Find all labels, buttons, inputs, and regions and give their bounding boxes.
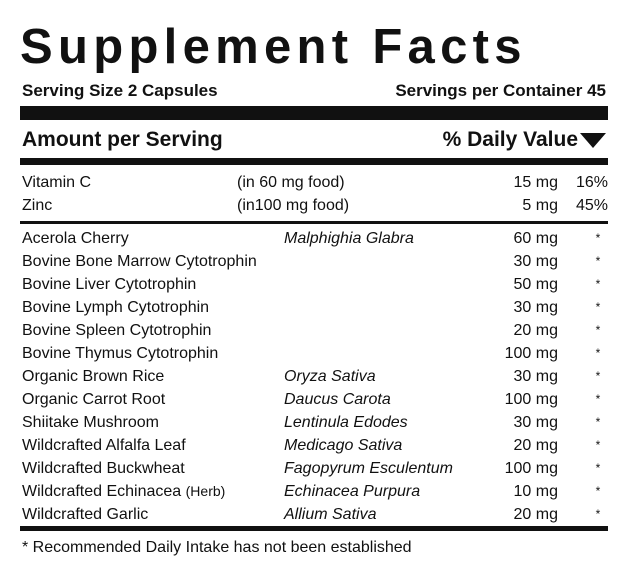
ingredient-daily-value: * xyxy=(595,346,601,360)
servings-per-container: Servings per Container 45 xyxy=(395,81,606,100)
ingredient-row xyxy=(22,388,608,411)
ingredient-row xyxy=(22,250,608,273)
ingredient-daily-value: * xyxy=(595,323,601,337)
ingredient-daily-value: * xyxy=(595,415,601,429)
thick-divider xyxy=(20,106,608,120)
ingredient-row xyxy=(22,319,608,342)
section-divider xyxy=(20,221,608,224)
ingredient-amount: 100 mg xyxy=(504,460,558,477)
bottom-divider xyxy=(20,526,608,531)
amount-per-serving-heading: Amount per Serving xyxy=(22,128,223,151)
ingredient-name-cell xyxy=(22,319,211,342)
ingredient-name: Bovine Liver Cytotrophin xyxy=(22,276,197,293)
ingredient-amount: 10 mg xyxy=(513,483,558,500)
footnote: * Recommended Daily Intake has not been established xyxy=(22,539,412,556)
ingredient-name-cell xyxy=(22,480,225,503)
ingredient-daily-value: * xyxy=(595,461,601,475)
ingredient-scientific-name: Echinacea Purpura xyxy=(284,483,421,500)
ingredient-row xyxy=(22,342,608,365)
serving-info xyxy=(22,81,606,101)
ingredient-name: Wildcrafted Buckwheat xyxy=(22,460,185,477)
ingredient-amount: 30 mg xyxy=(513,253,558,270)
ingredient-name-cell xyxy=(22,342,218,365)
ingredient-daily-value: * xyxy=(595,392,601,406)
ingredient-name: Shiitake Mushroom xyxy=(22,414,159,431)
ingredient-name-cell xyxy=(22,388,165,411)
serving-size: Serving Size 2 Capsules xyxy=(22,81,218,100)
ingredient-name: Bovine Bone Marrow Cytotrophin xyxy=(22,253,257,270)
ingredient-row xyxy=(22,480,608,503)
ingredient-scientific-name: Malphighia Glabra xyxy=(284,230,414,247)
ingredient-amount: 20 mg xyxy=(513,506,558,523)
ingredient-daily-value: * xyxy=(595,231,601,245)
ingredient-name: Bovine Thymus Cytotrophin xyxy=(22,345,219,362)
nutrient-name: Vitamin C xyxy=(22,174,92,191)
nutrient-name: Zinc xyxy=(22,197,53,214)
ingredient-name: Bovine Lymph Cytotrophin xyxy=(22,299,210,316)
ingredient-name-cell xyxy=(22,457,185,480)
ingredient-daily-value: * xyxy=(595,300,601,314)
ingredient-scientific-name: Allium Sativa xyxy=(284,506,377,523)
ingredient-daily-value: * xyxy=(595,484,601,498)
label-title: Supplement Facts xyxy=(20,20,527,74)
ingredient-name: Organic Carrot Root xyxy=(22,391,166,408)
ingredient-amount: 100 mg xyxy=(504,345,558,362)
header-divider xyxy=(20,158,608,165)
ingredient-name-cell xyxy=(22,227,129,250)
ingredient-row xyxy=(22,227,608,250)
ingredient-name: Organic Brown Rice xyxy=(22,368,165,385)
daily-value-heading xyxy=(443,128,606,152)
ingredient-amount: 100 mg xyxy=(504,391,558,408)
ingredient-name: Wildcrafted Alfalfa Leaf xyxy=(22,437,186,454)
ingredient-name: Acerola Cherry xyxy=(22,230,129,247)
vitamin-row xyxy=(22,171,608,194)
ingredient-name-cell xyxy=(22,411,159,434)
triangle-down-icon xyxy=(580,133,606,148)
ingredient-amount: 30 mg xyxy=(513,368,558,385)
nutrient-amount: 15 mg xyxy=(513,174,558,191)
ingredient-row xyxy=(22,411,608,434)
ingredient-name: Wildcrafted Garlic xyxy=(22,506,149,523)
ingredient-daily-value: * xyxy=(595,277,601,291)
ingredient-amount: 20 mg xyxy=(513,322,558,339)
vitamin-row xyxy=(22,194,608,217)
ingredient-amount: 60 mg xyxy=(513,230,558,247)
ingredient-daily-value: * xyxy=(595,438,601,452)
ingredient-name-cell xyxy=(22,365,164,388)
ingredient-scientific-name: Daucus Carota xyxy=(284,391,391,408)
ingredient-daily-value: * xyxy=(595,507,601,521)
ingredient-qualifier: (Herb) xyxy=(185,483,226,499)
ingredient-name-cell xyxy=(22,273,196,296)
ingredient-scientific-name: Medicago Sativa xyxy=(284,437,403,454)
ingredient-row xyxy=(22,503,608,526)
ingredient-name: Wildcrafted Echinacea xyxy=(22,483,182,500)
ingredient-row xyxy=(22,434,608,457)
ingredient-daily-value: * xyxy=(595,254,601,268)
ingredient-name-cell xyxy=(22,296,209,319)
ingredient-row xyxy=(22,273,608,296)
ingredient-row xyxy=(22,365,608,388)
ingredient-row xyxy=(22,296,608,319)
ingredient-list xyxy=(22,227,608,526)
ingredient-scientific-name: Lentinula Edodes xyxy=(284,414,408,431)
daily-value-label: % Daily Value xyxy=(442,128,578,151)
ingredient-scientific-name: Oryza Sativa xyxy=(284,368,376,385)
ingredient-name: Bovine Spleen Cytotrophin xyxy=(22,322,212,339)
nutrient-daily-value: 16% xyxy=(575,174,608,191)
ingredient-row xyxy=(22,457,608,480)
nutrient-source-note: (in100 mg food) xyxy=(237,197,350,214)
ingredient-amount: 30 mg xyxy=(513,414,558,431)
ingredient-daily-value: * xyxy=(595,369,601,383)
vitamin-list xyxy=(22,171,608,217)
ingredient-name-cell xyxy=(22,434,186,457)
ingredient-amount: 20 mg xyxy=(513,437,558,454)
ingredient-scientific-name: Fagopyrum Esculentum xyxy=(284,460,453,477)
ingredient-name-cell xyxy=(22,503,148,526)
ingredient-name-cell xyxy=(22,250,257,273)
ingredient-amount: 30 mg xyxy=(513,299,558,316)
nutrient-source-note: (in 60 mg food) xyxy=(237,174,345,191)
column-header xyxy=(22,128,606,152)
nutrient-amount: 5 mg xyxy=(522,197,558,214)
nutrient-daily-value: 45% xyxy=(575,197,608,214)
ingredient-amount: 50 mg xyxy=(513,276,558,293)
